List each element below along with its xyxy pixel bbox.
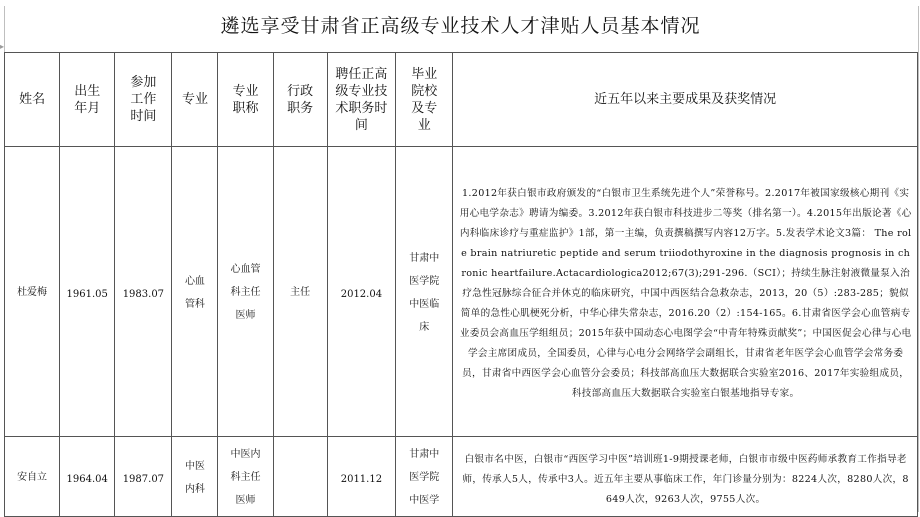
header-birth: 出生 年月: [60, 53, 115, 147]
header-name: 姓名: [5, 53, 60, 147]
table-row: [5, 147, 918, 437]
cell-major: 中医 内科: [172, 437, 218, 517]
header-title: 专业 职称: [218, 53, 273, 147]
cell-birth: 1961.05: [60, 147, 115, 437]
cell-birth: 1964.04: [60, 437, 115, 517]
cell-school: 甘肃中 医学院 中医学: [396, 437, 453, 517]
header-school: 毕业 院校 及专 业: [396, 53, 453, 147]
table-header-row: [5, 53, 918, 147]
cell-achievements: 白银市名中医，白银市“西医学习中医”培训班1-9期授课老师，白银市市级中医药师承教育工作指导老师，传承人5人，传承中3人。近五年主要从事临床工作，年门诊量分别为：8224人次，8280人次，8649人次，9263人次，9755人次。: [453, 437, 918, 517]
header-work-start: 参加 工作 时间: [115, 53, 172, 147]
cell-position: 主任: [273, 147, 327, 437]
cell-school: 甘肃中 医学院 中医临 床: [396, 147, 453, 437]
cell-name: 安自立: [5, 437, 60, 517]
cell-title: 心血管 科主任 医师: [218, 147, 273, 437]
document-title: 遴选享受甘肃省正高级专业技术人才津贴人员基本情况: [220, 15, 701, 37]
cell-position: [273, 437, 327, 517]
cell-title: 中医内 科主任 医师: [218, 437, 273, 517]
header-position: 行政 职务: [273, 53, 327, 147]
resize-handle-icon[interactable]: ▸: [0, 42, 5, 51]
header-achievements: 近五年以来主要成果及获奖情况: [453, 53, 918, 147]
cell-appoint-time: 2011.12: [327, 437, 395, 517]
cell-appoint-time: 2012.04: [327, 147, 395, 437]
talent-table: [4, 52, 918, 517]
cell-work-start: 1987.07: [115, 437, 172, 517]
header-appoint-time: 聘任正高 级专业技 术职务时 间: [327, 53, 395, 147]
table-row: [5, 437, 918, 517]
header-major: 专业: [172, 53, 218, 147]
cell-name: 杜爱梅: [5, 147, 60, 437]
cell-achievements: 1.2012年获白银市政府颁发的“白银市卫生系统先进个人”荣誉称号。2.2017年被国家级核心期刊《实用心电学杂志》聘请为编委。3.2012年获白银市科技进步二等奖（排名第一）。4.2015年出版论著《心内科临床诊疗与重症监护》1部，第一主编，负责撰稿撰写内容12万字。5.发表学术论文3篇： The role brain natriuretic peptide and serum triiodothyroxine in the diagnosis prognosis in chronic heartfailure.Actacardiologica2012;67(3);291-296.（SCI）；持续生脉注射液微量泵入治疗急性冠脉综合征合并休克的临床研究，中国中西医结合急救杂志，2013，20（5）:283-285；貌似简单的急性心肌梗死分析，中华心律失常杂志，2016.20（2）:154-165。6.甘肃省医学会心血管病专业委员会高血压学组组员；2015年获中国动态心电图学会“中青年特殊贡献奖”；中国医促会心律与心电学会主席团成员，全国委员，心律与心电分会网络学会副组长，甘肃省老年医学会心血管学会常务委员，甘肃省中西医学会心血管分会委员；科技部高血压大数据联合实验室2016、2017年实验组成员，科技部高血压大数据联合实验室白银基地指导专家。: [453, 147, 918, 437]
cell-major: 心血 管科: [172, 147, 218, 437]
cell-work-start: 1983.07: [115, 147, 172, 437]
